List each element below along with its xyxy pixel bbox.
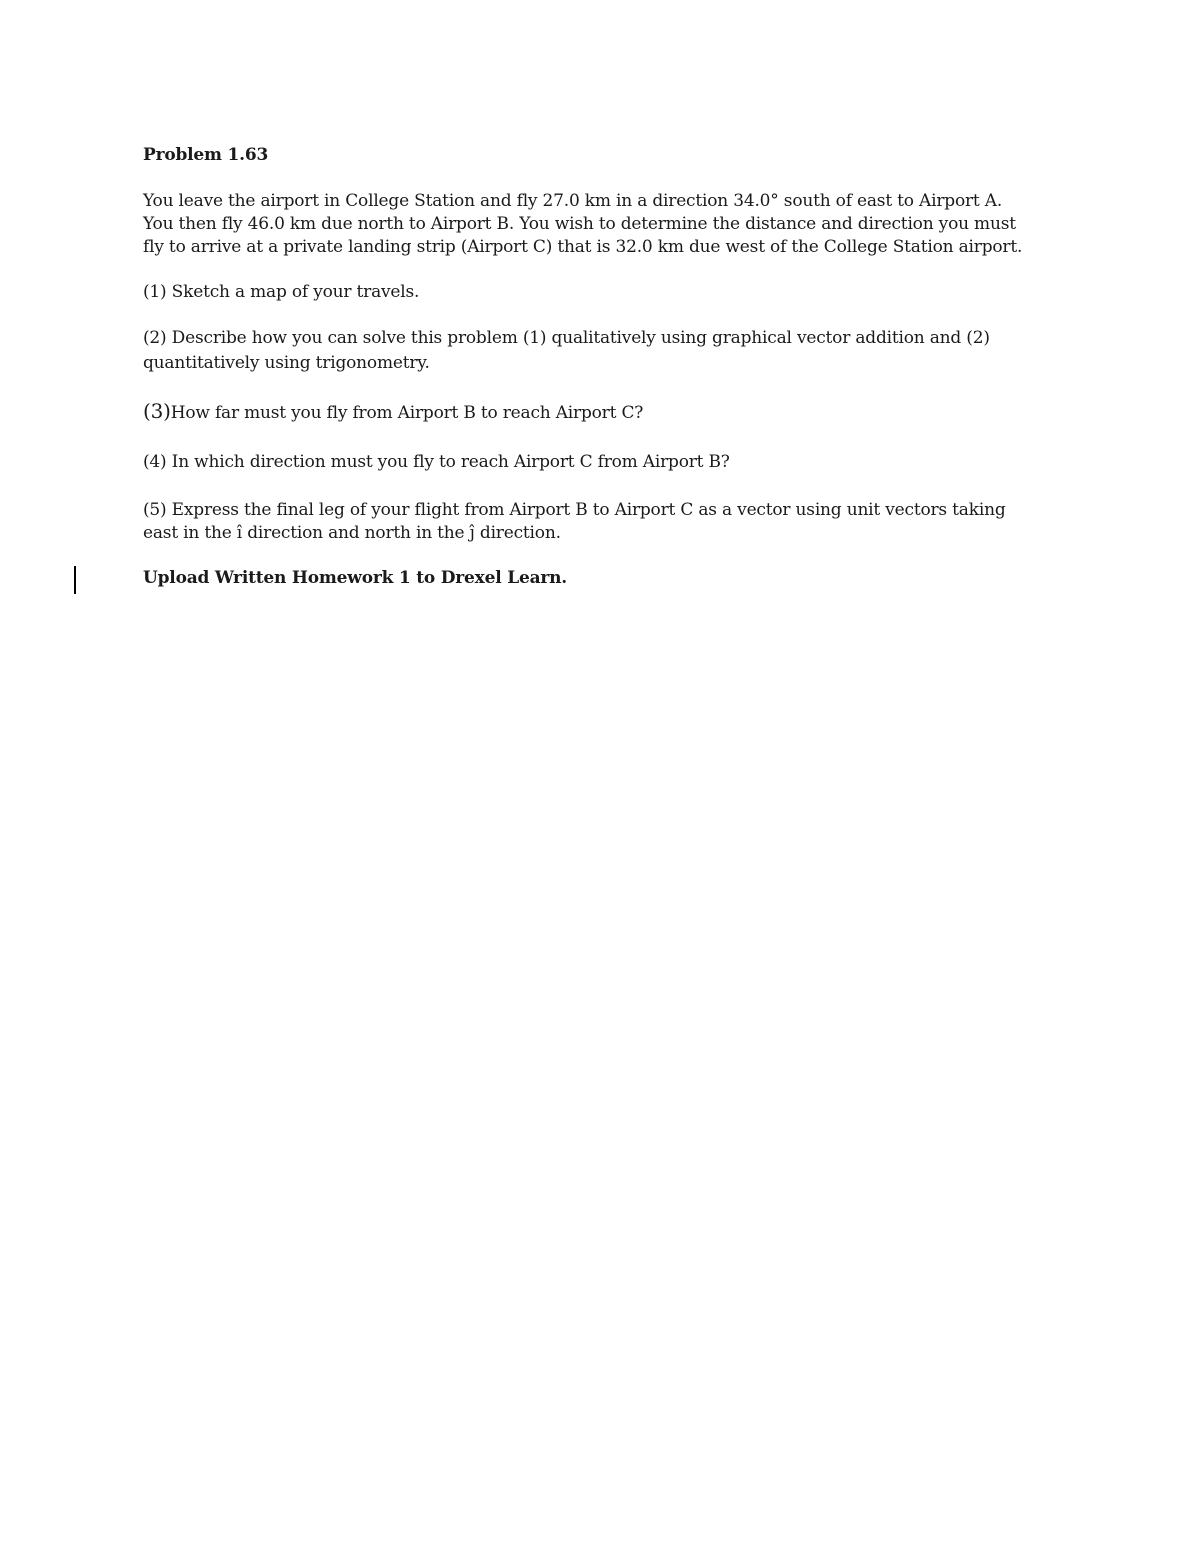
problem-title: Problem 1.63 bbox=[143, 145, 269, 165]
question-1: (1) Sketch a map of your travels. bbox=[143, 282, 420, 302]
text-cursor bbox=[74, 566, 76, 594]
statement-line: You leave the airport in College Station and fly 27.0 km in a direction 34.0° south of east to Airport A. bbox=[143, 191, 1003, 211]
question-5 bbox=[143, 499, 1053, 545]
document-body bbox=[143, 143, 1053, 590]
question-2 bbox=[143, 326, 1053, 376]
question-line: (2) Describe how you can solve this problem (1) qualitatively using graphical vector addition and (2) bbox=[143, 328, 990, 348]
problem-statement bbox=[143, 190, 1053, 259]
question-line: quantitatively using trigonometry. bbox=[143, 353, 430, 373]
question-4: (4) In which direction must you fly to reach Airport C from Airport B? bbox=[143, 452, 730, 472]
question-text: How far must you fly from Airport B to reach Airport C? bbox=[170, 403, 644, 423]
question-3 bbox=[143, 400, 1053, 425]
upload-instruction: Upload Written Homework 1 to Drexel Learn. bbox=[143, 568, 568, 588]
question-number: (3) bbox=[143, 399, 171, 423]
statement-line: You then fly 46.0 km due north to Airport B. You wish to determine the distance and direction you must bbox=[143, 214, 1016, 234]
statement-line: fly to arrive at a private landing strip (Airport C) that is 32.0 km due west of the College Station airport. bbox=[143, 237, 1023, 257]
question-line: (5) Express the final leg of your flight from Airport B to Airport C as a vector using unit vectors taking bbox=[143, 500, 1006, 520]
question-line: east in the î direction and north in the ĵ direction. bbox=[143, 523, 561, 543]
